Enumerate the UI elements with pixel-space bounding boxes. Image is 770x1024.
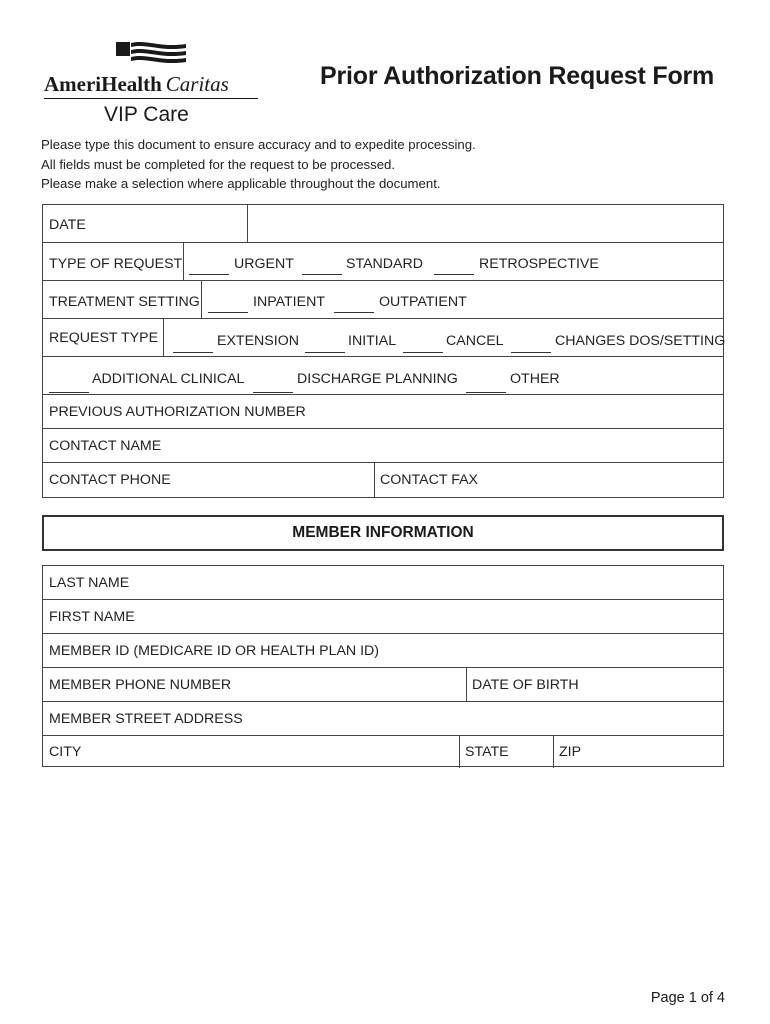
address-row[interactable] xyxy=(43,702,723,736)
contact-name-label: CONTACT NAME xyxy=(49,438,162,454)
date-row xyxy=(43,205,723,243)
option-initial: INITIAL xyxy=(348,333,397,349)
instruction-line: Please make a selection where applicable throughout the document. xyxy=(41,176,441,191)
contact-phone-fax-row xyxy=(43,463,723,497)
option-urgent: URGENT xyxy=(234,256,294,272)
retrospective-checkbox[interactable] xyxy=(434,274,474,275)
treatment-setting-row xyxy=(43,281,723,319)
member-id-row[interactable] xyxy=(43,634,723,668)
contact-name-row[interactable] xyxy=(43,429,723,463)
discharge-planning-checkbox[interactable] xyxy=(253,392,293,393)
standard-checkbox[interactable] xyxy=(302,274,342,275)
divider xyxy=(201,281,202,318)
brand-name xyxy=(44,72,229,96)
city-label: CITY xyxy=(49,744,82,760)
option-discharge-planning: DISCHARGE PLANNING xyxy=(297,371,458,387)
contact-fax-field[interactable] xyxy=(375,463,723,497)
dob-field[interactable] xyxy=(467,668,723,701)
instruction-line: Please type this document to ensure accuracy and to expedite processing. xyxy=(41,137,476,152)
brand-bold: AmeriHealth xyxy=(44,72,162,96)
initial-checkbox[interactable] xyxy=(305,352,345,353)
divider xyxy=(183,243,184,280)
option-standard: STANDARD xyxy=(346,256,423,272)
address-label: MEMBER STREET ADDRESS xyxy=(49,711,243,727)
dob-label: DATE OF BIRTH xyxy=(472,677,579,693)
member-phone-field[interactable] xyxy=(43,668,466,701)
request-table xyxy=(42,204,724,498)
contact-phone-field[interactable] xyxy=(43,463,374,497)
state-label: STATE xyxy=(465,744,509,760)
type-of-request-row xyxy=(43,243,723,281)
option-cancel: CANCEL xyxy=(446,333,504,349)
logo-divider xyxy=(44,98,258,99)
first-name-row[interactable] xyxy=(43,600,723,634)
other-checkbox[interactable] xyxy=(466,392,506,393)
zip-field[interactable] xyxy=(554,736,723,768)
option-retrospective: RETROSPECTIVE xyxy=(479,256,599,272)
instruction-line: All fields must be completed for the request to be processed. xyxy=(41,156,396,172)
phone-dob-row xyxy=(43,668,723,702)
option-other: OTHER xyxy=(510,371,560,387)
outpatient-checkbox[interactable] xyxy=(334,312,374,313)
last-name-row[interactable] xyxy=(43,566,723,600)
type-of-request-label: TYPE OF REQUEST xyxy=(49,256,183,272)
changes-dos-checkbox[interactable] xyxy=(511,352,551,353)
brand-italic: Caritas xyxy=(165,72,229,96)
contact-fax-label: CONTACT FAX xyxy=(380,472,479,488)
cancel-checkbox[interactable] xyxy=(403,352,443,353)
option-extension: EXTENSION xyxy=(217,333,299,349)
date-label: DATE xyxy=(49,217,86,233)
zip-label: ZIP xyxy=(559,744,582,760)
city-field[interactable] xyxy=(43,736,459,768)
brand-subtitle: VIP Care xyxy=(104,103,189,126)
city-state-zip-row xyxy=(43,736,723,768)
request-type-row xyxy=(43,319,726,357)
extension-checkbox[interactable] xyxy=(173,352,213,353)
request-type-label: REQUEST TYPE xyxy=(49,330,159,346)
contact-phone-label: CONTACT PHONE xyxy=(49,472,171,488)
first-name-label: FIRST NAME xyxy=(49,609,135,625)
option-additional-clinical: ADDITIONAL CLINICAL xyxy=(92,371,245,387)
state-field[interactable] xyxy=(460,736,553,768)
member-information-heading: MEMBER INFORMATION xyxy=(42,515,724,551)
brand-logo xyxy=(44,40,264,130)
previous-auth-row[interactable] xyxy=(43,395,723,429)
option-inpatient: INPATIENT xyxy=(253,294,325,310)
page-title: Prior Authorization Request Form xyxy=(320,62,715,90)
last-name-label: LAST NAME xyxy=(49,575,130,591)
previous-auth-label: PREVIOUS AUTHORIZATION NUMBER xyxy=(49,404,306,420)
additional-clinical-checkbox[interactable] xyxy=(49,392,89,393)
inpatient-checkbox[interactable] xyxy=(208,312,248,313)
member-table xyxy=(42,565,724,767)
instructions xyxy=(41,135,476,194)
request-type-row-2 xyxy=(43,357,723,395)
flag-icon xyxy=(116,40,188,70)
urgent-checkbox[interactable] xyxy=(189,274,229,275)
member-phone-label: MEMBER PHONE NUMBER xyxy=(49,677,232,693)
option-changes-dos-setting: CHANGES DOS/SETTING xyxy=(555,333,726,349)
page-number: Page 1 of 4 xyxy=(650,990,725,1006)
option-outpatient: OUTPATIENT xyxy=(379,294,467,310)
member-id-label: MEMBER ID (MEDICARE ID OR HEALTH PLAN ID) xyxy=(49,643,380,659)
treatment-setting-label: TREATMENT SETTING xyxy=(49,294,200,310)
date-field[interactable] xyxy=(248,205,723,242)
divider xyxy=(163,319,164,356)
